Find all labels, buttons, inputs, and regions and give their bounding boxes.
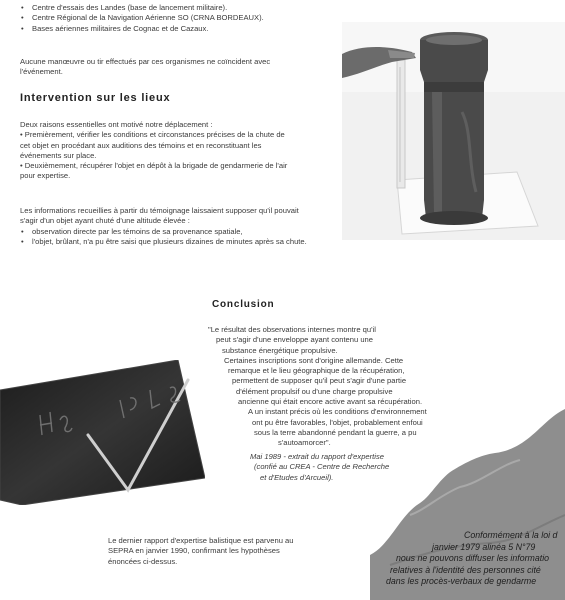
reason-item: • Premièrement, vérifier les conditions et circonstances précises de la chute de cet objet en procédant aux auditions des témoins et en reconstituant les événements sur place.	[20, 130, 285, 160]
citation: Mai 1989 - extrait du rapport d'expertise (confié au CREA - Centre de Recherche et d'Etudes d'Arcueil).	[250, 452, 390, 482]
list-item: • Bases aériennes militaires de Cognac et de Cazaux.	[20, 24, 264, 34]
list-item: • observation directe par les témoins de sa provenance spatiale,	[20, 227, 307, 237]
object-photo-graphic	[342, 22, 565, 240]
no-maneuver-paragraph: Aucune manœuvre ou tir effectués par ces organismes ne coïncident avec l'événement.	[20, 57, 271, 77]
reason-item: • Deuxièmement, récupérer l'objet en dépôt à la brigade de gendarmerie de l'air pour expertise.	[20, 161, 288, 181]
info-paragraph: Les informations recueillies à partir du témoignage laissaient supposer qu'il pouvait s'agir d'un objet ayant chuté d'une altitude élevée :	[20, 206, 299, 226]
list-item: • Centre Régional de la Navigation Aérienne SO (CRNA BORDEAUX).	[20, 13, 264, 23]
inscription-photo-graphic	[0, 360, 205, 505]
list-item: • l'objet, brûlant, n'a pu être saisi que plusieurs dizaines de minutes après sa chute.	[20, 237, 307, 247]
info-list	[20, 227, 307, 248]
legal-note: Conformément à la loi d janvier 1979 alinéa 5 N°79 nous ne pouvons diffuser les informatio relatives à l'identité des personnes cité dans les procès-verbaux de gendarme	[386, 530, 558, 587]
conclusion-title: Conclusion	[212, 299, 275, 310]
inscription-photo	[0, 360, 205, 505]
top-list	[20, 3, 264, 34]
final-report: Le dernier rapport d'expertise balistique est parvenu au SEPRA en janvier 1990, confirmant les hypothèses énoncées ci-dessus.	[108, 536, 294, 566]
reasons-block: Deux raisons essentielles ont motivé notre déplacement : • Premièrement, vérifier les conditions et circonstances précises de la chute de cet objet en procédant aux auditions des témoins et en reconstituant les événements sur place. • Deuxièmement, récupérer l'objet en dépôt à la brigade de gendarmerie de l'air pour expertise.	[20, 120, 288, 181]
section-title: Intervention sur les lieux	[20, 92, 171, 104]
conclusion-quote: "Le résultat des observations internes montre qu'il peut s'agir d'une enveloppe ayant contenu une substance énergétique propulsive. Certaines inscriptions sont d'origine allemande. Cette remarque et le lieu géographique de la récupération, permettent de supposer qu'il peut s'agir d'une partie d'élément propulsif ou d'une charge propulsive ancienne qui était encore active avant sa récupération. A un instant précis où les conditions d'environnement ont pu être favorables, l'objet, probablement enfoui sous la terre abandonné pendant la guerre, a pu s'autoamorcer".	[208, 325, 427, 448]
object-photo	[342, 22, 565, 240]
list-item: • Centre d'essais des Landes (base de lancement militaire).	[20, 3, 264, 13]
